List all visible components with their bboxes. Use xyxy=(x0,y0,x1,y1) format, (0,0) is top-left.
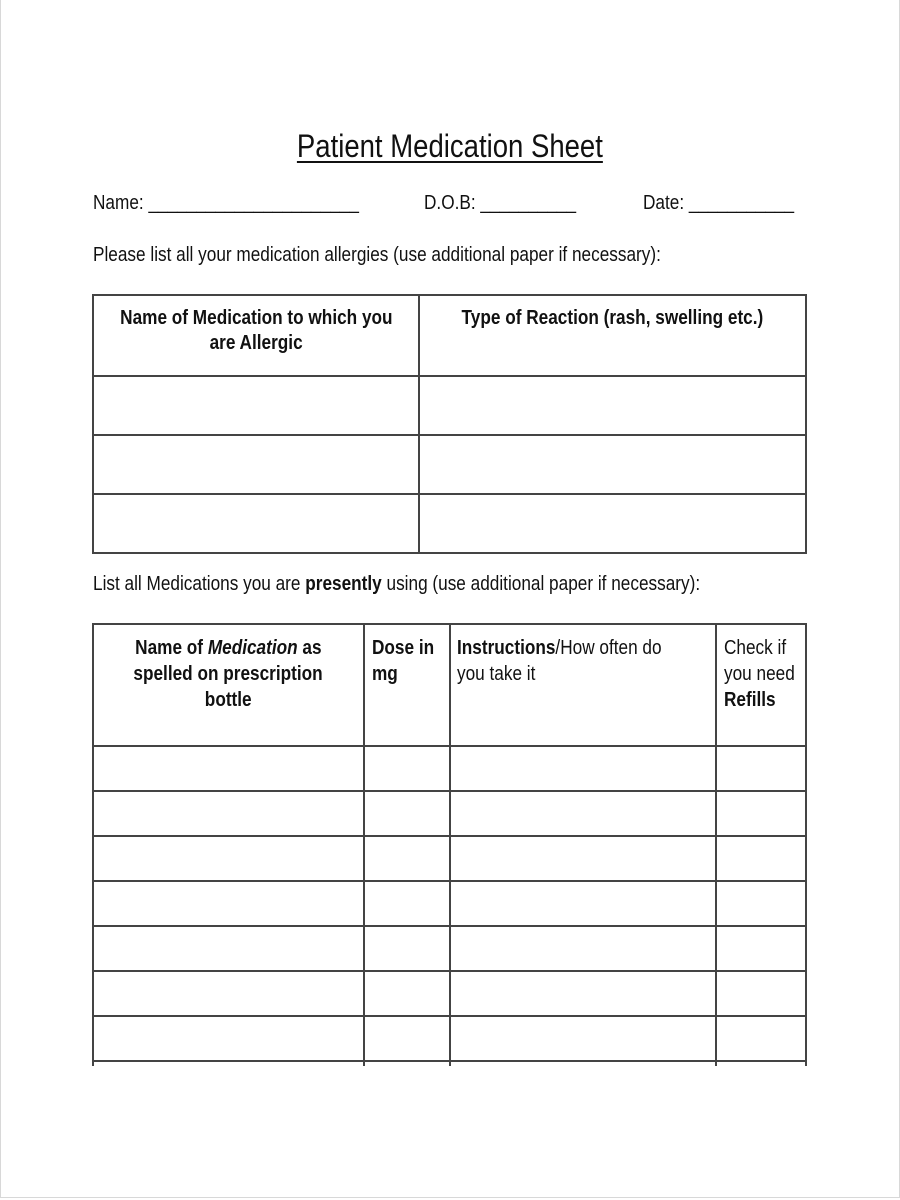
date-blank[interactable]: ___________ xyxy=(688,192,795,214)
allergy-medication-cell[interactable] xyxy=(93,376,419,435)
dose-cell[interactable] xyxy=(364,1016,450,1061)
medications-instruction: List all Medications you are presently using (use additional paper if necessary): xyxy=(93,573,701,595)
date-field[interactable] xyxy=(643,192,819,215)
medication-name-cell[interactable] xyxy=(93,1016,364,1061)
refill-check-cell[interactable] xyxy=(716,881,806,926)
page-title: Patient Medication Sheet xyxy=(297,128,603,164)
allergy-reaction-cell[interactable] xyxy=(419,435,806,494)
instructions-cell[interactable] xyxy=(450,746,716,791)
medication-name-cell[interactable] xyxy=(93,746,364,791)
header-dose: Dose in mg xyxy=(364,624,450,746)
medication-name-cell[interactable] xyxy=(93,836,364,881)
header-reaction-type: Type of Reaction (rash, swelling etc.) xyxy=(419,295,806,376)
table-row xyxy=(93,746,806,791)
header-medication-name: Name of Medication to which you are Allergic xyxy=(93,295,419,376)
table-row xyxy=(93,376,806,435)
cut-cell xyxy=(93,1061,364,1066)
table-row xyxy=(93,971,806,1016)
table-row xyxy=(93,1016,806,1061)
dob-blank[interactable]: __________ xyxy=(480,192,577,214)
name-blank[interactable]: ______________________ xyxy=(148,192,359,214)
refill-check-cell[interactable] xyxy=(716,971,806,1016)
table-row xyxy=(93,836,806,881)
allergies-table xyxy=(92,294,807,554)
dose-cell[interactable] xyxy=(364,791,450,836)
refill-check-cell[interactable] xyxy=(716,926,806,971)
medications-table xyxy=(92,623,807,1066)
instructions-cell[interactable] xyxy=(450,1016,716,1061)
dose-cell[interactable] xyxy=(364,746,450,791)
dob-label: D.O.B: xyxy=(424,192,476,214)
dose-cell[interactable] xyxy=(364,926,450,971)
table-row-cut xyxy=(93,1061,806,1066)
date-label: Date: xyxy=(643,192,685,214)
dose-cell[interactable] xyxy=(364,881,450,926)
table-row xyxy=(93,494,806,553)
instructions-cell[interactable] xyxy=(450,926,716,971)
allergy-reaction-cell[interactable] xyxy=(419,376,806,435)
refill-check-cell[interactable] xyxy=(716,836,806,881)
header-refills: Check if you need Refills xyxy=(716,624,806,746)
dose-cell[interactable] xyxy=(364,836,450,881)
table-row xyxy=(93,881,806,926)
allergy-medication-cell[interactable] xyxy=(93,435,419,494)
dose-cell[interactable] xyxy=(364,971,450,1016)
table-row xyxy=(93,435,806,494)
cut-cell xyxy=(450,1061,716,1066)
table-header-row xyxy=(93,295,806,376)
header-medication-name: Name of Medication as spelled on prescription bottle xyxy=(93,624,364,746)
medication-name-cell[interactable] xyxy=(93,881,364,926)
allergy-medication-cell[interactable] xyxy=(93,494,419,553)
name-label: Name: xyxy=(93,192,144,214)
medication-name-cell[interactable] xyxy=(93,971,364,1016)
allergies-instruction: Please list all your medication allergies (use additional paper if necessary): xyxy=(93,244,661,266)
name-field[interactable] xyxy=(93,192,402,215)
table-row xyxy=(93,791,806,836)
table-row xyxy=(93,926,806,971)
instructions-cell[interactable] xyxy=(450,881,716,926)
refill-check-cell[interactable] xyxy=(716,791,806,836)
table-header-row xyxy=(93,624,806,746)
instructions-cell[interactable] xyxy=(450,836,716,881)
instructions-cell[interactable] xyxy=(450,971,716,1016)
dob-field[interactable] xyxy=(424,192,601,215)
refill-check-cell[interactable] xyxy=(716,1016,806,1061)
medication-name-cell[interactable] xyxy=(93,926,364,971)
header-instructions: Instructions/How often do you take it xyxy=(450,624,716,746)
allergy-reaction-cell[interactable] xyxy=(419,494,806,553)
cut-cell xyxy=(364,1061,450,1066)
cut-cell xyxy=(716,1061,806,1066)
medication-name-cell[interactable] xyxy=(93,791,364,836)
instructions-cell[interactable] xyxy=(450,791,716,836)
refill-check-cell[interactable] xyxy=(716,746,806,791)
